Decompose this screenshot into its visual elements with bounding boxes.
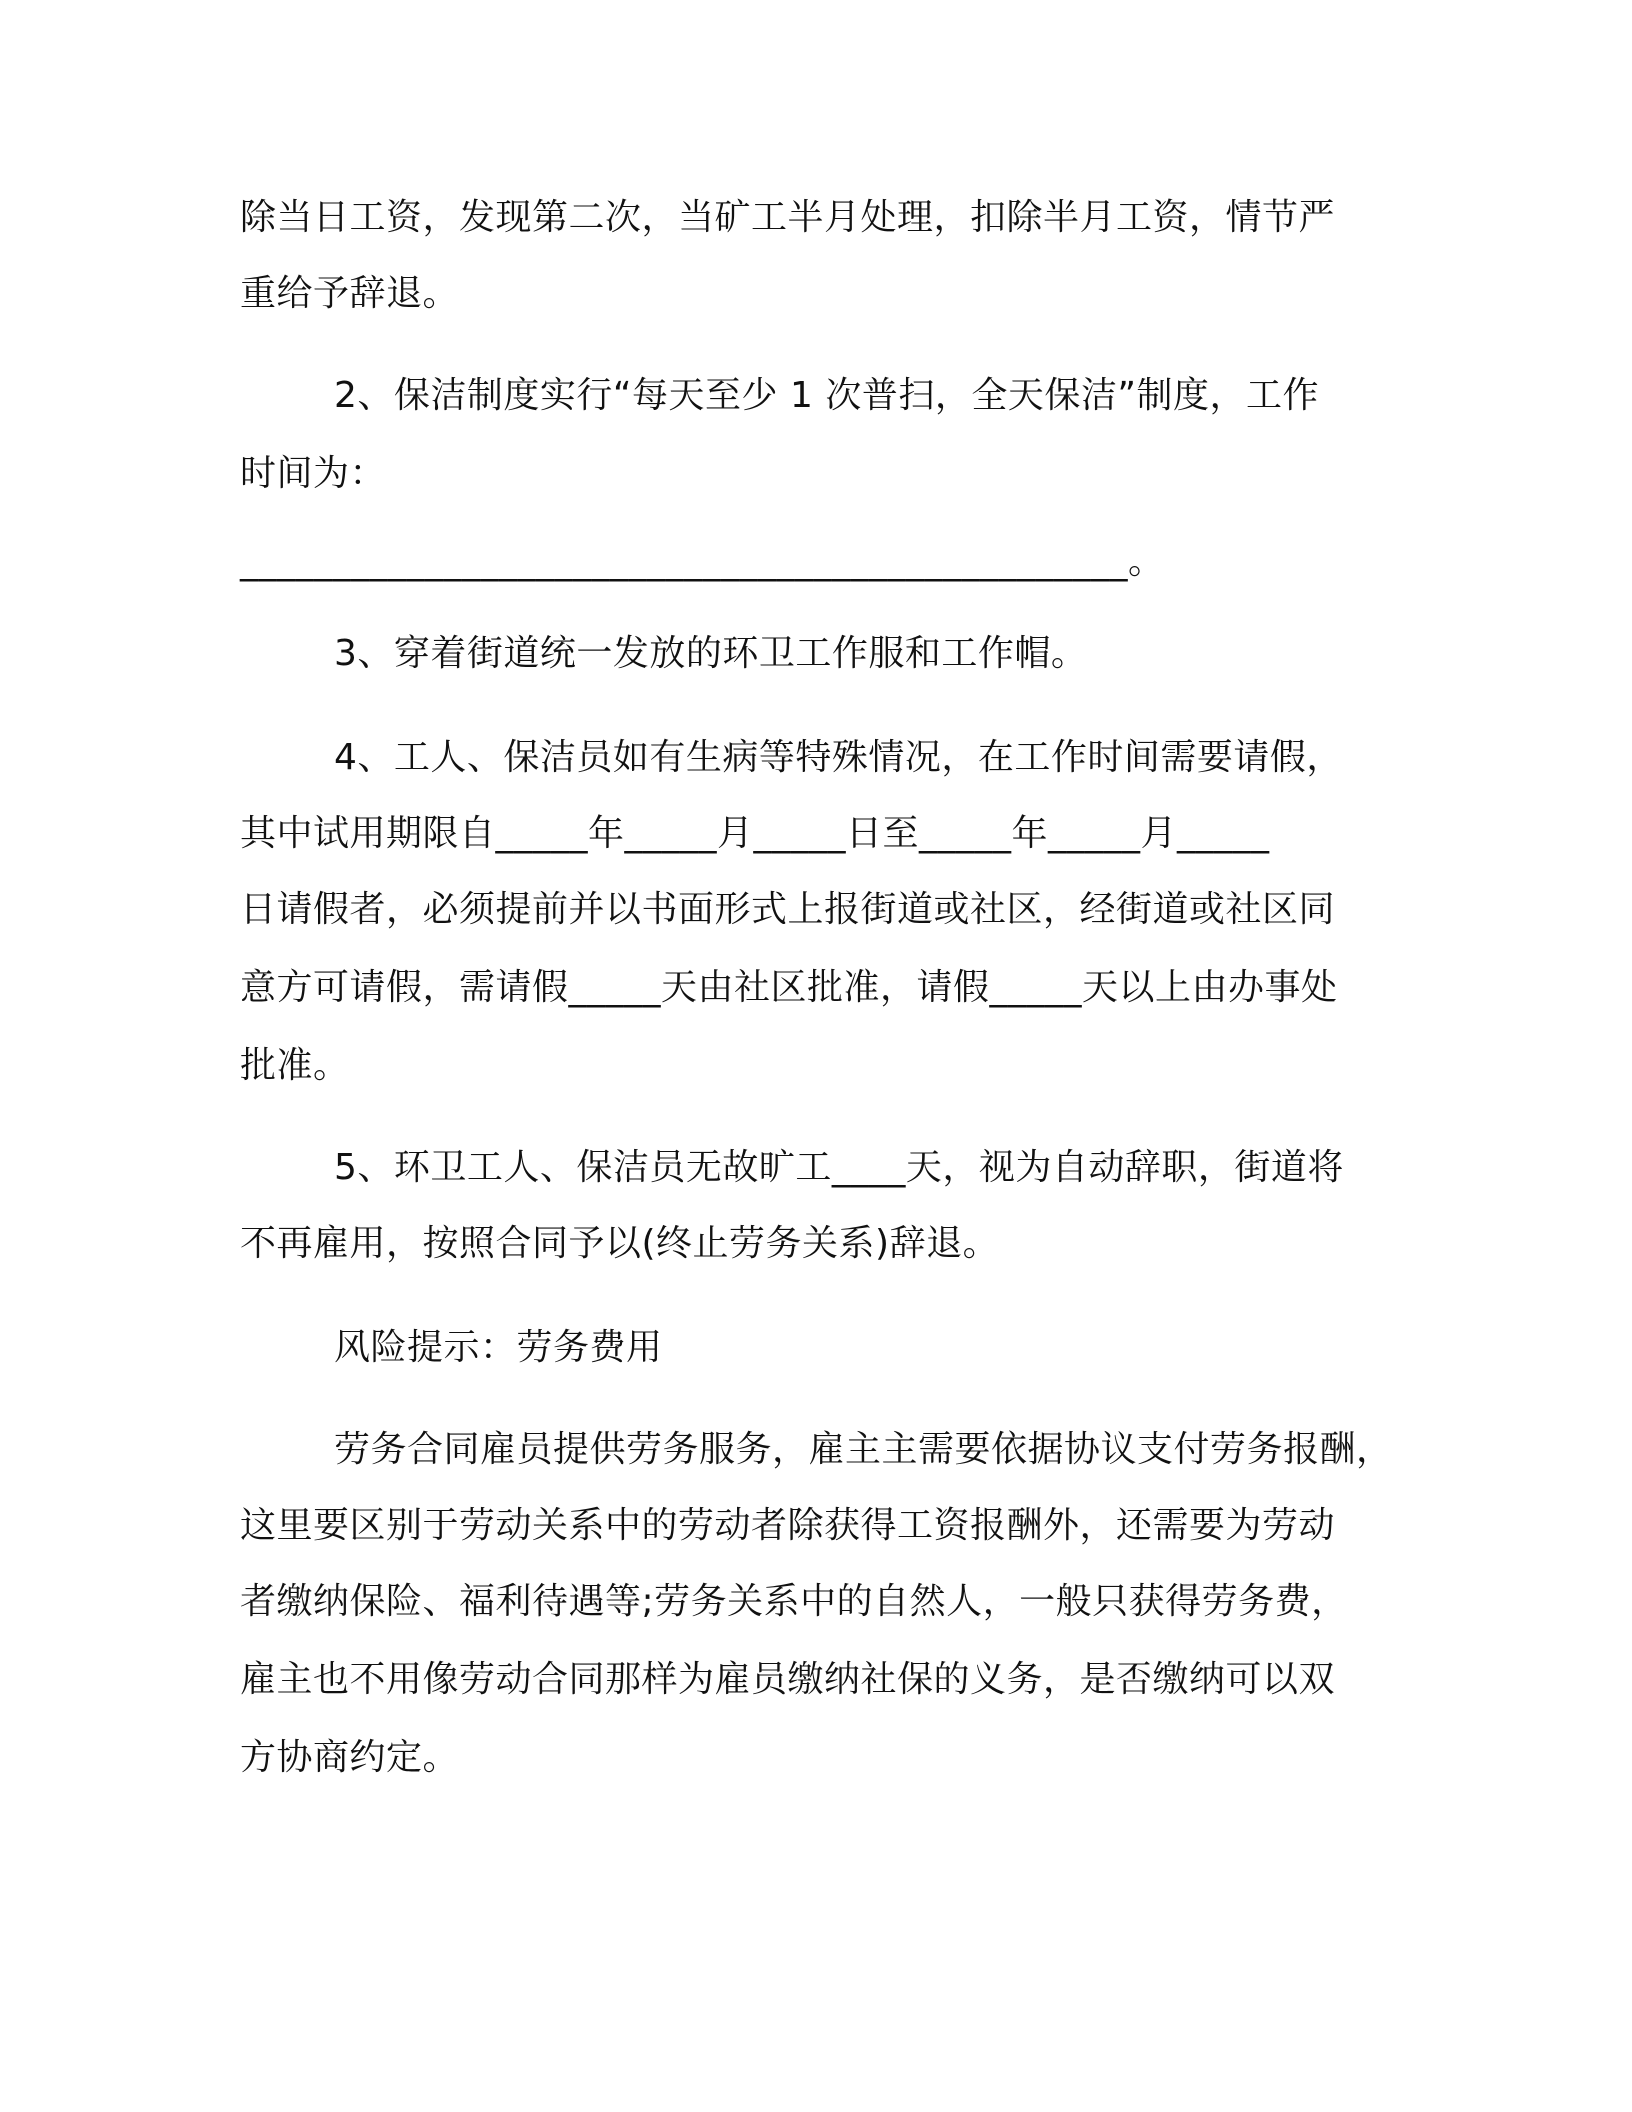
text-line: 5、环卫工人、保洁员无故旷工____天，视为自动辞职，街道将 [334, 1147, 1344, 1188]
section-heading: 风险提示：劳务费用 [334, 1327, 663, 1368]
text-line: 意方可请假，需请假_____天由社区批准，请假_____天以上由办事处 [240, 967, 1338, 1008]
text-line: 这里要区别于劳动关系中的劳动者除获得工资报酬外，还需要为劳动 [240, 1505, 1336, 1546]
blank-line: ________________________________________________。 [240, 541, 1165, 582]
text-line: 者缴纳保险、福利待遇等;劳务关系中的自然人，一般只获得劳务费， [240, 1581, 1348, 1622]
text-line: 日请假者，必须提前并以书面形式上报街道或社区，经街道或社区同 [240, 889, 1336, 930]
text-line: 重给予辞退。 [240, 273, 460, 314]
text-line: 其中试用期限自_____年_____月_____日至_____年_____月_____ [240, 813, 1270, 854]
text-line: 方协商约定。 [240, 1737, 460, 1778]
text-line: 不再雇用，按照合同予以(终止劳务关系)辞退。 [240, 1223, 1000, 1264]
text-line: 2、保洁制度实行“每天至少 1 次普扫，全天保洁”制度，工作 [334, 375, 1319, 416]
text-line: 4、工人、保洁员如有生病等特殊情况，在工作时间需要请假， [334, 737, 1343, 778]
text-line: 劳务合同雇员提供劳务服务，雇主主需要依据协议支付劳务报酬， [334, 1429, 1393, 1470]
text-line: 批准。 [240, 1045, 350, 1086]
text-line: 3、穿着街道统一发放的环卫工作服和工作帽。 [334, 633, 1088, 674]
text-line: 雇主也不用像劳动合同那样为雇员缴纳社保的义务，是否缴纳可以双 [240, 1659, 1336, 1700]
text-line: 时间为： [240, 453, 387, 494]
text-line: 除当日工资，发现第二次，当矿工半月处理，扣除半月工资，情节严 [240, 197, 1336, 238]
